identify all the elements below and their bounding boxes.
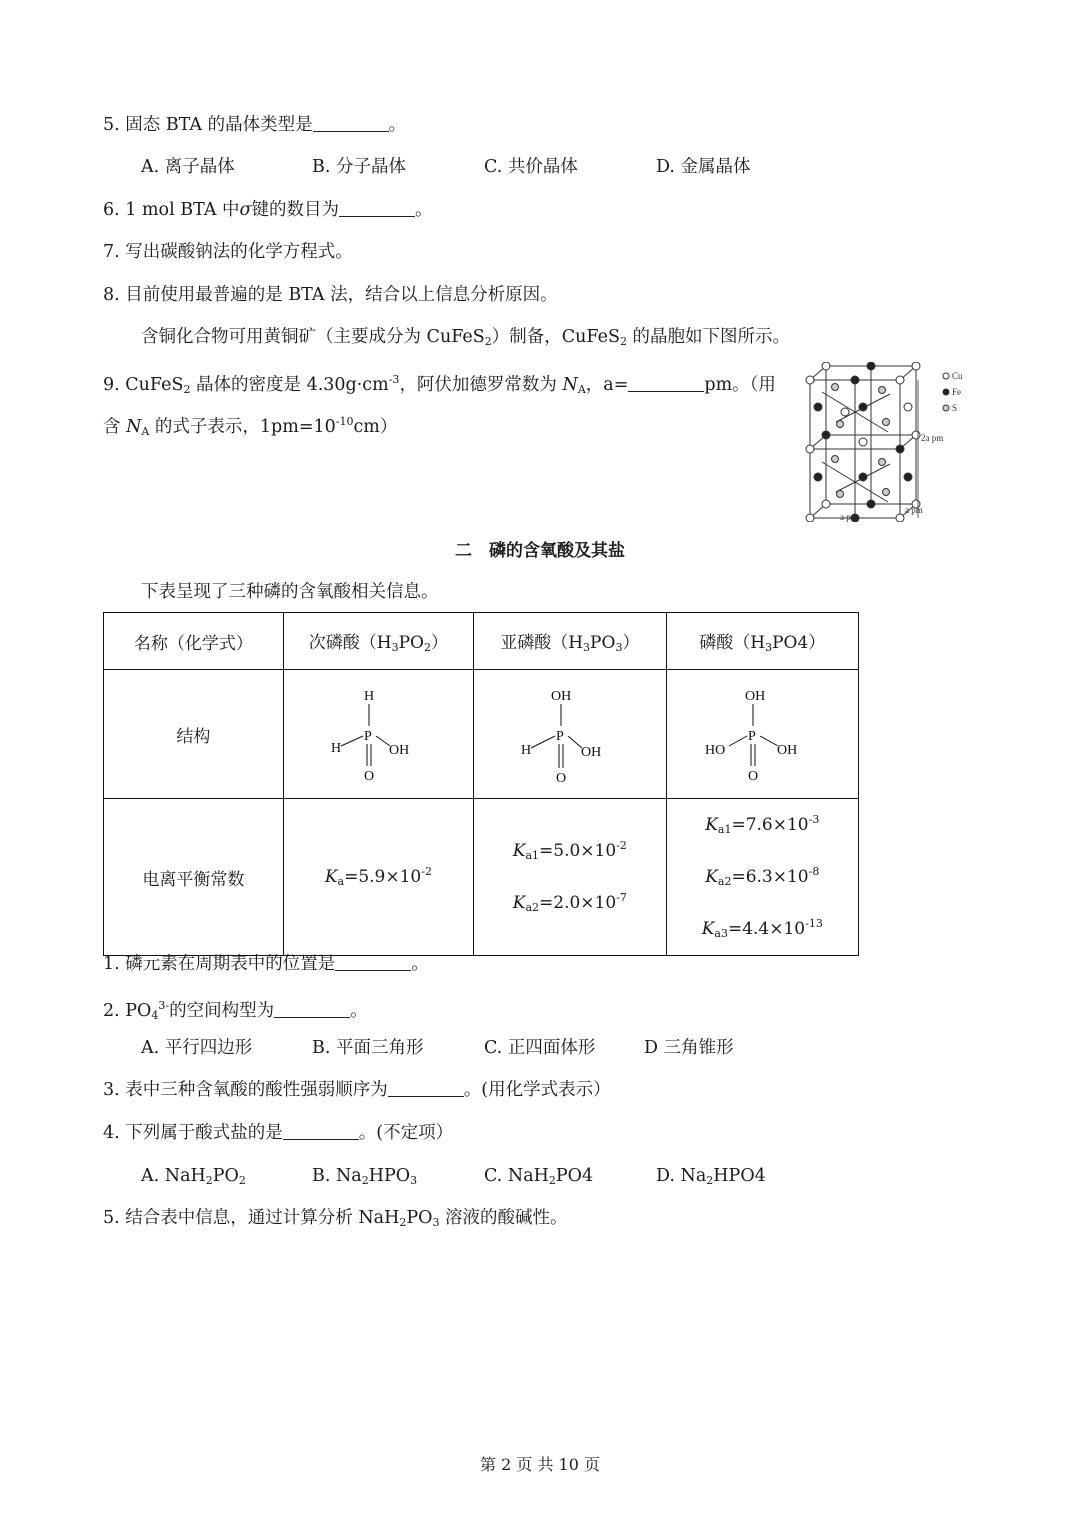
table-header-row: [104, 613, 859, 670]
h3po4-structure: [697, 682, 827, 782]
structure-h3po3: [474, 670, 666, 799]
table-structure-row: [104, 670, 859, 799]
q5-option-c[interactable]: C. 共价晶体: [484, 157, 578, 177]
svg-text:OH: OH: [777, 742, 798, 758]
svg-text:OH: OH: [745, 688, 766, 704]
svg-text:OH: OH: [580, 744, 602, 760]
legend-fe: Fe: [952, 387, 961, 397]
answer-blank[interactable]: [388, 1080, 464, 1097]
ka2-value: $K_{a2}=6.3\times 10^{-8}$: [705, 865, 820, 888]
h3po2-structure: [313, 682, 443, 782]
header-h3po2: 次磷酸$(H_3PO_2)$: [283, 613, 473, 670]
header-h3po3: 亚磷酸$(H_3PO_3)$: [474, 613, 666, 670]
question-5: 5. 固态 BTA 的晶体类型是 。: [103, 115, 407, 135]
svg-text:OH: OH: [550, 688, 572, 704]
header-name-label: 名称（化学式）: [104, 613, 284, 670]
constant-label: 电离平衡常数: [104, 799, 284, 956]
q5-option-a[interactable]: A. 离子晶体: [141, 157, 235, 177]
p4-option-a[interactable]: A. $NaH_2PO_2$: [141, 1166, 246, 1187]
p2-option-c[interactable]: C. 正四面体形: [484, 1038, 596, 1058]
constant-h3po3: [474, 799, 666, 956]
legend-cu: Cu: [952, 371, 963, 381]
svg-text:H: H: [520, 742, 531, 758]
structure-label: 结构: [104, 670, 284, 799]
answer-blank[interactable]: [339, 200, 415, 217]
p4-option-b[interactable]: B. $Na_2HPO_3$: [312, 1166, 418, 1187]
svg-text:O: O: [364, 768, 375, 782]
p4-option-d[interactable]: D. $Na_2HPO4$: [656, 1166, 766, 1187]
question-9-line2: 含 $N_A$ 的式子表示，$1pm=10^{-10}cm$）: [103, 415, 398, 438]
structure-h3po2: [283, 670, 473, 799]
svg-text:P: P: [555, 728, 564, 744]
ka2-value: $K_{a2}=2.0\times 10^{-7}$: [512, 891, 627, 914]
svg-text:O: O: [748, 768, 759, 782]
answer-blank[interactable]: [313, 115, 389, 132]
svg-text:H: H: [364, 688, 375, 704]
answer-blank[interactable]: [283, 1123, 359, 1140]
p-question-4: 4. 下列属于酸式盐的是 。(不定项）: [103, 1123, 454, 1143]
p2-option-d[interactable]: D 三角锥形: [644, 1038, 734, 1058]
svg-text:H: H: [331, 740, 342, 756]
p-question-2: 2. $PO_4^{3-}$的空间构型为 。: [103, 999, 368, 1022]
legend-s: S: [952, 403, 958, 413]
svg-text:O: O: [555, 770, 566, 782]
constant-h3po2: [283, 799, 473, 956]
question-7: 7. 写出碳酸钠法的化学方程式。: [103, 242, 353, 262]
p2-option-b[interactable]: B. 平面三角形: [312, 1038, 424, 1058]
phosphorus-acids-table: [103, 612, 859, 956]
p-question-3: 3. 表中三种含氧酸的酸性强弱顺序为 。(用化学式表示）: [103, 1080, 611, 1100]
label-a-pm-2: a pm: [905, 505, 923, 515]
answer-blank[interactable]: [628, 375, 704, 392]
p-question-5: 5. 结合表中信息，通过计算分析 $NaH_2PO_3$ 溶液的酸碱性。: [103, 1208, 568, 1229]
q5-option-d[interactable]: D. 金属晶体: [656, 157, 751, 177]
question-8: 8. 目前使用最普遍的是 BTA 法，结合以上信息分析原因。: [103, 285, 558, 305]
p2-option-a[interactable]: A. 平行四边形: [141, 1038, 253, 1058]
constant-h3po4: [666, 799, 858, 956]
h3po3-structure: [505, 682, 635, 782]
ka1-value: $K_{a1}=5.0\times 10^{-2}$: [512, 839, 627, 862]
question-9-line1: 9. CuFeS$_2$ 晶体的密度是 $4.30g\cdot cm^{-3}$，阿伏加德罗常数为 $N_A$，a= pm。（用: [103, 373, 776, 396]
section-2-title: 二 磷的含氧酸及其盐: [455, 541, 625, 561]
p4-option-c[interactable]: C. NaH$_2$PO4: [484, 1166, 594, 1187]
label-a-pm-1: a pm: [840, 512, 858, 522]
structure-h3po4: [666, 670, 858, 799]
question-6: 6. 1 mol BTA 中σ键的数目为 。: [103, 200, 433, 220]
label-2a-pm: 2a pm: [921, 433, 944, 443]
table-intro: 下表呈现了三种磷的含氧酸相关信息。: [141, 582, 439, 602]
ka3-value: $K_{a3}=4.4\times 10^{-13}$: [701, 917, 823, 940]
answer-blank[interactable]: [335, 954, 411, 971]
svg-text:OH: OH: [389, 742, 410, 758]
ka-value: $K_a=5.9\times 10^{-2}$: [324, 865, 432, 888]
table-constant-row: [104, 799, 859, 956]
ka1-value: $K_{a1}=7.6\times 10^{-3}$: [705, 813, 820, 836]
header-h3po4: 磷酸$(H_3PO4)$: [666, 613, 858, 670]
svg-text:P: P: [748, 728, 757, 744]
svg-text:HO: HO: [705, 742, 726, 758]
cufes2-unit-cell-diagram: [800, 362, 970, 522]
cufes2-intro: 含铜化合物可用黄铜矿（主要成分为 CuFeS$_2$）制备，CuFeS$_2$ 的晶胞如下图所示。: [141, 327, 791, 348]
answer-blank[interactable]: [274, 1001, 350, 1018]
q5-option-b[interactable]: B. 分子晶体: [312, 157, 406, 177]
svg-text:P: P: [364, 728, 373, 744]
page-footer: 第 2 页 共 10 页: [480, 1455, 600, 1474]
p-question-1: 1. 磷元素在周期表中的位置是 。: [103, 954, 429, 974]
